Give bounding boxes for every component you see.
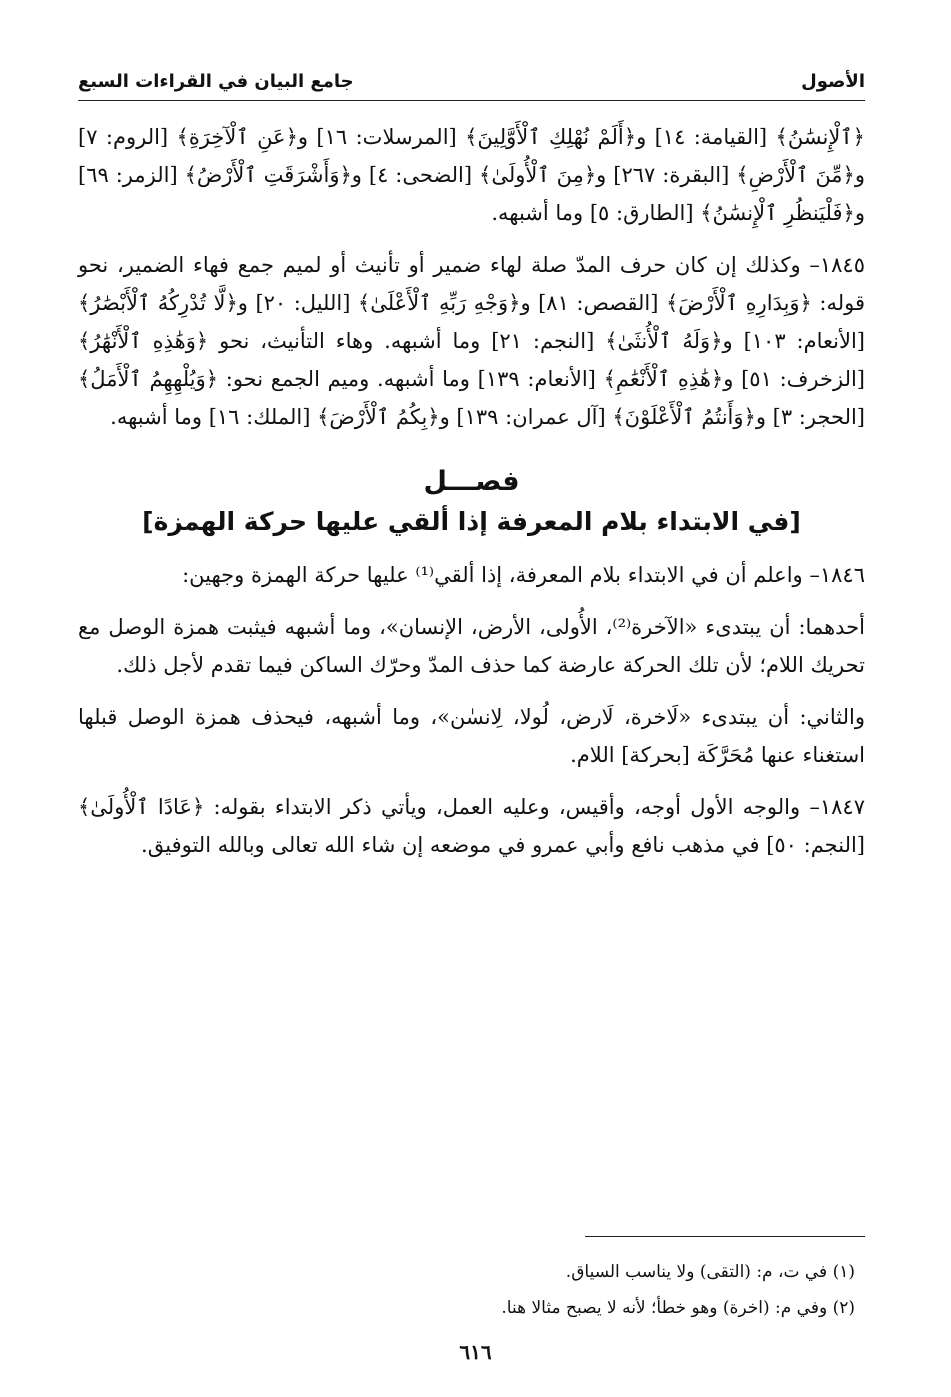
section-heading bbox=[78, 462, 865, 542]
header-chapter-title: الأصول bbox=[801, 70, 865, 92]
section-fasl-label: فصـــل bbox=[423, 466, 520, 497]
footnote-1: (١) في ت، م: (التقى) ولا يناسب السياق. bbox=[565, 1262, 855, 1282]
main-text bbox=[78, 118, 865, 878]
running-header bbox=[78, 62, 865, 101]
footnote-divider bbox=[585, 1236, 865, 1237]
paragraph-1847: ١٨٤٧– والوجه الأول أوجه، وأقيس، وعليه العمل، ويأتي ذكر الابتداء بقوله: ﴿عَادًا ٱلْأُولَىٰ﴾ [النجم: ٥٠] في مذهب نافع وأبي عمرو في موضعه إن شاء الله تعالى وبالله التوفيق. bbox=[78, 795, 865, 857]
paragraph-1845: ١٨٤٥– وكذلك إن كان حرف المدّ صلة لهاء ضمير أو تأنيث أو لميم جمع فهاء الضمير، نحو قوله: ﴿وَبِدَارِهِ ٱلْأَرْضَ﴾ [القصص: ٨١] و﴿وَجْهِ رَبِّهِ ٱلْأَعْلَىٰ﴾ [الليل: ٢٠] و﴿لَّا تُدْرِكُهُ ٱلْأَبْصَٰرُ﴾ [الأنعام: ١٠٣] و﴿وَلَهُ ٱلْأُنثَىٰ﴾ [النجم: ٢١] وما أشبهه. وهاء التأنيث، نحو ﴿وَهَٰذِهِ ٱلْأَنْهَٰرُ﴾ [الزخرف: ٥١] و﴿هَٰذِهِ ٱلْأَنْعَٰمِ﴾ [الأنعام: ١٣٩] وما أشبهه. وميم الجمع نحو: ﴿وَيُلْهِهِمُ ٱلْأَمَلُ﴾ [الحجر: ٣] و﴿وَأَنتُمُ ٱلْأَعْلَوْنَ﴾ [آل عمران: ١٣٩] و﴿بِكُمُ ٱلْأَرْضَ﴾ [الملك: ١٦] وما أشبهه. bbox=[78, 253, 866, 429]
paragraph-second-way: والثاني: أن يبتدىء «لَاخرة، لَارض، لُولا، لِانسٰن»، وما أشبهه، فيحذف همزة الوصل قبلها استغناء عنها مُحَرَّكَة [بحركة] اللام. bbox=[78, 705, 865, 767]
footnote-2: (٢) وفي م: (اخرة) وهو خطأ؛ لأنه لا يصبح مثالا هنا. bbox=[501, 1298, 855, 1318]
footnotes bbox=[78, 1254, 855, 1326]
header-book-title: جامع البيان في القراءات السبع bbox=[78, 70, 354, 92]
page-number: ٦١٦ bbox=[459, 1340, 492, 1364]
paragraph-quran-examples: ﴿ٱلْإِنسَٰنُ﴾ [القيامة: ١٤] و﴿أَلَمْ نُهْلِكِ ٱلْأَوَّلِينَ﴾ [المرسلات: ١٦] و﴿عَنِ ٱلْآخِرَةِ﴾ [الروم: ٧] و﴿مِّنَ ٱلْأَرْضِ﴾ [البقرة: ٢٦٧] و﴿مِنَ ٱلْأُولَىٰ﴾ [الضحى: ٤] و﴿وَأَشْرَقَتِ ٱلْأَرْضُ﴾ [الزمر: ٦٩] و﴿فَلْيَنظُرِ ٱلْإِنسَٰنُ﴾ [الطارق: ٥] وما أشبهه. bbox=[78, 125, 865, 225]
section-subheading: [في الابتداء بلام المعرفة إذا ألقي عليها حركة الهمزة] bbox=[142, 507, 801, 536]
paragraph-first-way: أحدهما: أن يبتدىء «الآخرة⁽²⁾، الأُولى، الأرض، الإنسان»، وما أشبهه فيثبت همزة الوصل مع تحريك اللام؛ لأن تلك الحركة عارضة كما حذف المدّ وحرّك الساكن فيما تقدم لأجل ذلك. bbox=[78, 615, 865, 677]
paragraph-1846: ١٨٤٦– واعلم أن في الابتداء بلام المعرفة، إذا ألقي⁽¹⁾ عليها حركة الهمزة وجهين: bbox=[182, 563, 865, 587]
